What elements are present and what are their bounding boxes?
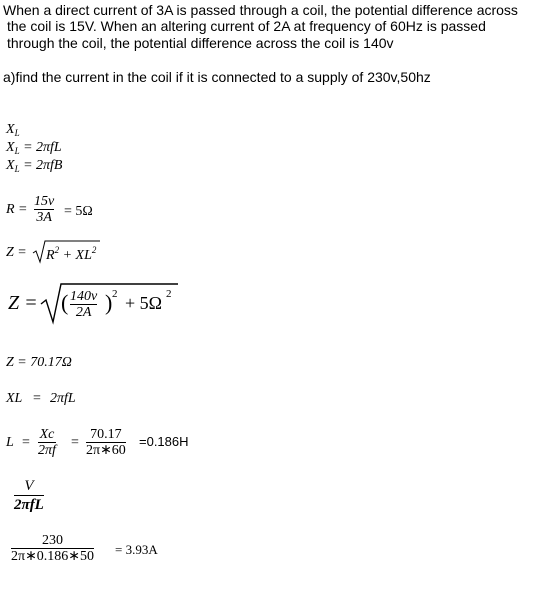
xl-var: X xyxy=(6,140,15,155)
xl-sub: L xyxy=(14,128,20,138)
z-formula-radicand xyxy=(46,245,96,264)
l-lhs: L xyxy=(6,435,14,450)
z-formula-lhs: Z = xyxy=(6,245,27,260)
xl-var: X xyxy=(6,122,15,137)
xl-formula-lhs: XL xyxy=(6,391,23,406)
xl-label xyxy=(6,122,20,138)
final-result: = 3.93A xyxy=(115,542,158,557)
v-numerator: V xyxy=(24,478,34,494)
xl-exponent: 2 xyxy=(91,245,97,255)
l-value-fraction xyxy=(86,427,126,458)
z-sub-lhs: Z = xyxy=(8,292,38,314)
ratio-exponent: 2 xyxy=(112,288,118,300)
open-paren: ( xyxy=(61,290,69,315)
xl-sub: L xyxy=(14,164,20,174)
xl-formula-rhs: 2πfL xyxy=(50,391,76,406)
xl-var: XL xyxy=(75,248,92,263)
plus-sign: + xyxy=(62,248,73,263)
r-exponent: 2 xyxy=(54,245,60,255)
ratio-fraction xyxy=(70,289,97,320)
l-equals-1: = xyxy=(22,435,30,450)
xl-equation-2 xyxy=(6,158,62,174)
xc-denominator: 2πf xyxy=(38,443,56,458)
v-denominator: 2πfL xyxy=(14,497,44,513)
five-ohm-term: + 5Ω xyxy=(125,293,163,313)
r-var: R xyxy=(46,248,55,263)
final-fraction xyxy=(11,533,94,564)
problem-line-1: When a direct current of 3A is passed through a coil, the potential difference across xyxy=(3,2,518,18)
five-ohm-exponent: 2 xyxy=(166,288,172,300)
final-denominator: 2π∗0.186∗50 xyxy=(11,549,95,564)
xl-rhs: = 2πfL xyxy=(23,140,62,155)
problem-line-3: through the coil, the potential difference across the coil is 140v xyxy=(7,35,394,51)
l-result: =0.186H xyxy=(139,434,189,449)
r-numerator: 15v xyxy=(34,194,55,209)
xc-numerator: Xc xyxy=(39,427,55,442)
ratio-numerator: 140v xyxy=(70,289,98,304)
l-value-denominator: 2π∗60 xyxy=(86,443,126,458)
r-denominator: 3A xyxy=(36,210,52,225)
v-fraction xyxy=(14,478,44,514)
problem-line-2: the coil is 15V. When an altering current of 2A at frequency of 60Hz is passed xyxy=(7,18,486,34)
question-text: a)find the current in the coil if it is connected to a supply of 230v,50hz xyxy=(3,69,431,85)
xc-fraction xyxy=(38,427,56,458)
l-value-numerator: 70.17 xyxy=(90,427,122,442)
r-lhs: R = xyxy=(6,202,28,217)
ratio-denominator: 2A xyxy=(75,305,92,320)
final-numerator: 230 xyxy=(42,533,64,548)
xl-var: X xyxy=(6,158,15,173)
xl-equation-1 xyxy=(6,140,62,156)
z-result: Z = 70.17Ω xyxy=(6,355,72,370)
xl-rhs: = 2πfB xyxy=(23,158,63,173)
close-paren: ) xyxy=(105,290,113,315)
r-result: = 5Ω xyxy=(64,204,93,219)
xl-formula-eq: = xyxy=(33,391,41,406)
r-fraction xyxy=(34,194,54,225)
l-equals-2: = xyxy=(71,435,79,450)
xl-sub: L xyxy=(14,146,20,156)
